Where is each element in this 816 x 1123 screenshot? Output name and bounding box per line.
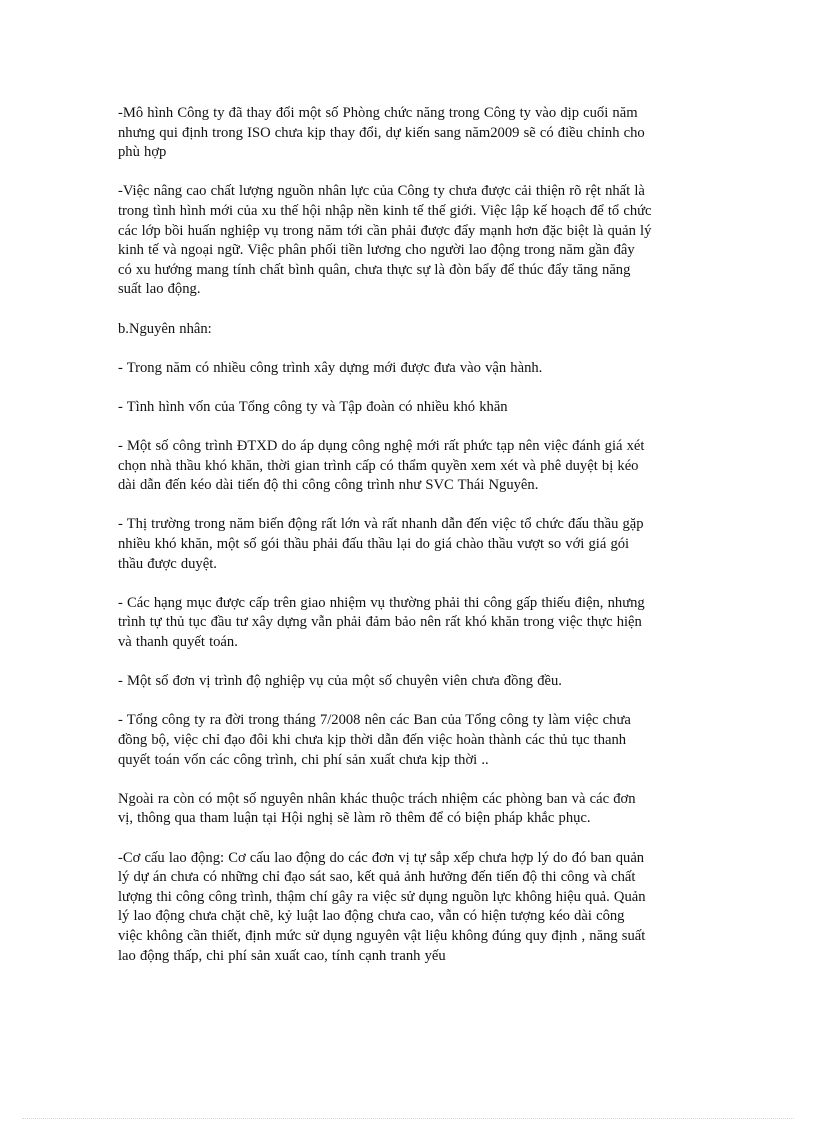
paragraph-iso-change: -Mô hình Công ty đã thay đổi một số Phòng chức năng trong Công ty vào dịp cuối năm nhưng qui định trong ISO chưa kịp thay đổi, dự kiến sang năm2009 sẽ có điều chỉnh cho phù hợp	[118, 105, 645, 161]
cause-new-projects: - Trong năm có nhiều công trình xây dựng mới được đưa vào vận hành.	[118, 359, 543, 376]
cause-urgent-items: - Các hạng mục được cấp trên giao nhiệm vụ thường phải thi công gấp thiếu điện, nhưng trình tự thủ tục đầu tư xây dựng vẫn phải đảm bảo nên rất khó khăn trong việc thực hiện và thanh quyết toán.	[118, 594, 645, 651]
cause-capital: - Tình hình vốn của Tổng công ty và Tập đoàn có nhiều khó khăn	[118, 398, 508, 415]
page-bottom-divider	[22, 1118, 794, 1119]
cause-market: - Thị trường trong năm biến động rất lớn và rất nhanh dẫn đến việc tổ chức đấu thầu gặp nhiều khó khăn, một số gói thầu phải đấu thầu lại do giá chào thầu vượt so với giá gói thầu được duyệt.	[118, 516, 644, 572]
cause-technology: - Một số công trình ĐTXD do áp dụng công nghệ mới rất phức tạp nên việc đánh giá xét chọn nhà thầu khó khăn, thời gian trình cấp có thẩm quyền xem xét và phê duyệt bị kéo dài dẫn đến kéo dài tiến độ thi công công trình như SVC Thái Nguyên.	[118, 438, 645, 494]
paragraph-other-causes: Ngoài ra còn có một số nguyên nhân khác thuộc trách nhiệm các phòng ban và các đơn vị, thông qua tham luận tại Hội nghị sẽ làm rõ thêm để có biện pháp khắc phục.	[118, 790, 636, 827]
cause-staff-skills: - Một số đơn vị trình độ nghiệp vụ của một số chuyên viên chưa đồng đều.	[118, 673, 562, 690]
cause-new-corporation: - Tổng công ty ra đời trong tháng 7/2008 nên các Ban của Tổng công ty làm việc chưa đồng bộ, việc chỉ đạo đôi khi chưa kịp thời dẫn đến việc hoàn thành các thủ tục thanh quyết toán vốn các công trình, chi phí sản xuất chưa kịp thời ..	[118, 712, 631, 768]
section-heading-causes: b.Nguyên nhân:	[118, 320, 212, 337]
paragraph-labor-structure: -Cơ cấu lao động: Cơ cấu lao động do các đơn vị tự sắp xếp chưa hợp lý do đó ban quản lý dự án chưa có những chỉ đạo sát sao, kết quả ảnh hưởng đến tiến độ thi công và chất lượng thi công công trình, thậm chí gây ra việc sử dụng nguồn lực không hiệu quả. Quản lý lao động chưa chặt chẽ, kỷ luật lao động chưa cao, vẫn có hiện tượng kéo dài công việc không cần thiết, định mức sử dụng nguyên vật liệu không đúng quy định , năng suất lao động thấp, chi phí sản xuất cao, tính cạnh tranh yếu	[118, 849, 646, 964]
document-body	[118, 104, 700, 986]
paragraph-human-resources: -Việc nâng cao chất lượng nguồn nhân lực của Công ty chưa được cải thiện rõ rệt nhất là trong tình hình mới của xu thế hội nhập nền kinh tế thế giới. Việc lập kế hoạch để tổ chức các lớp bồi huấn nghiệp vụ trong năm tới cần phải được đẩy mạnh hơn đặc biệt là quản lý kinh tế và ngoại ngữ. Việc phân phối tiền lương cho người lao động trong năm gần đây có xu hướng mang tính chất bình quân, chưa thực sự là đòn bẩy để thúc đẩy tăng năng suất lao động.	[118, 183, 652, 298]
